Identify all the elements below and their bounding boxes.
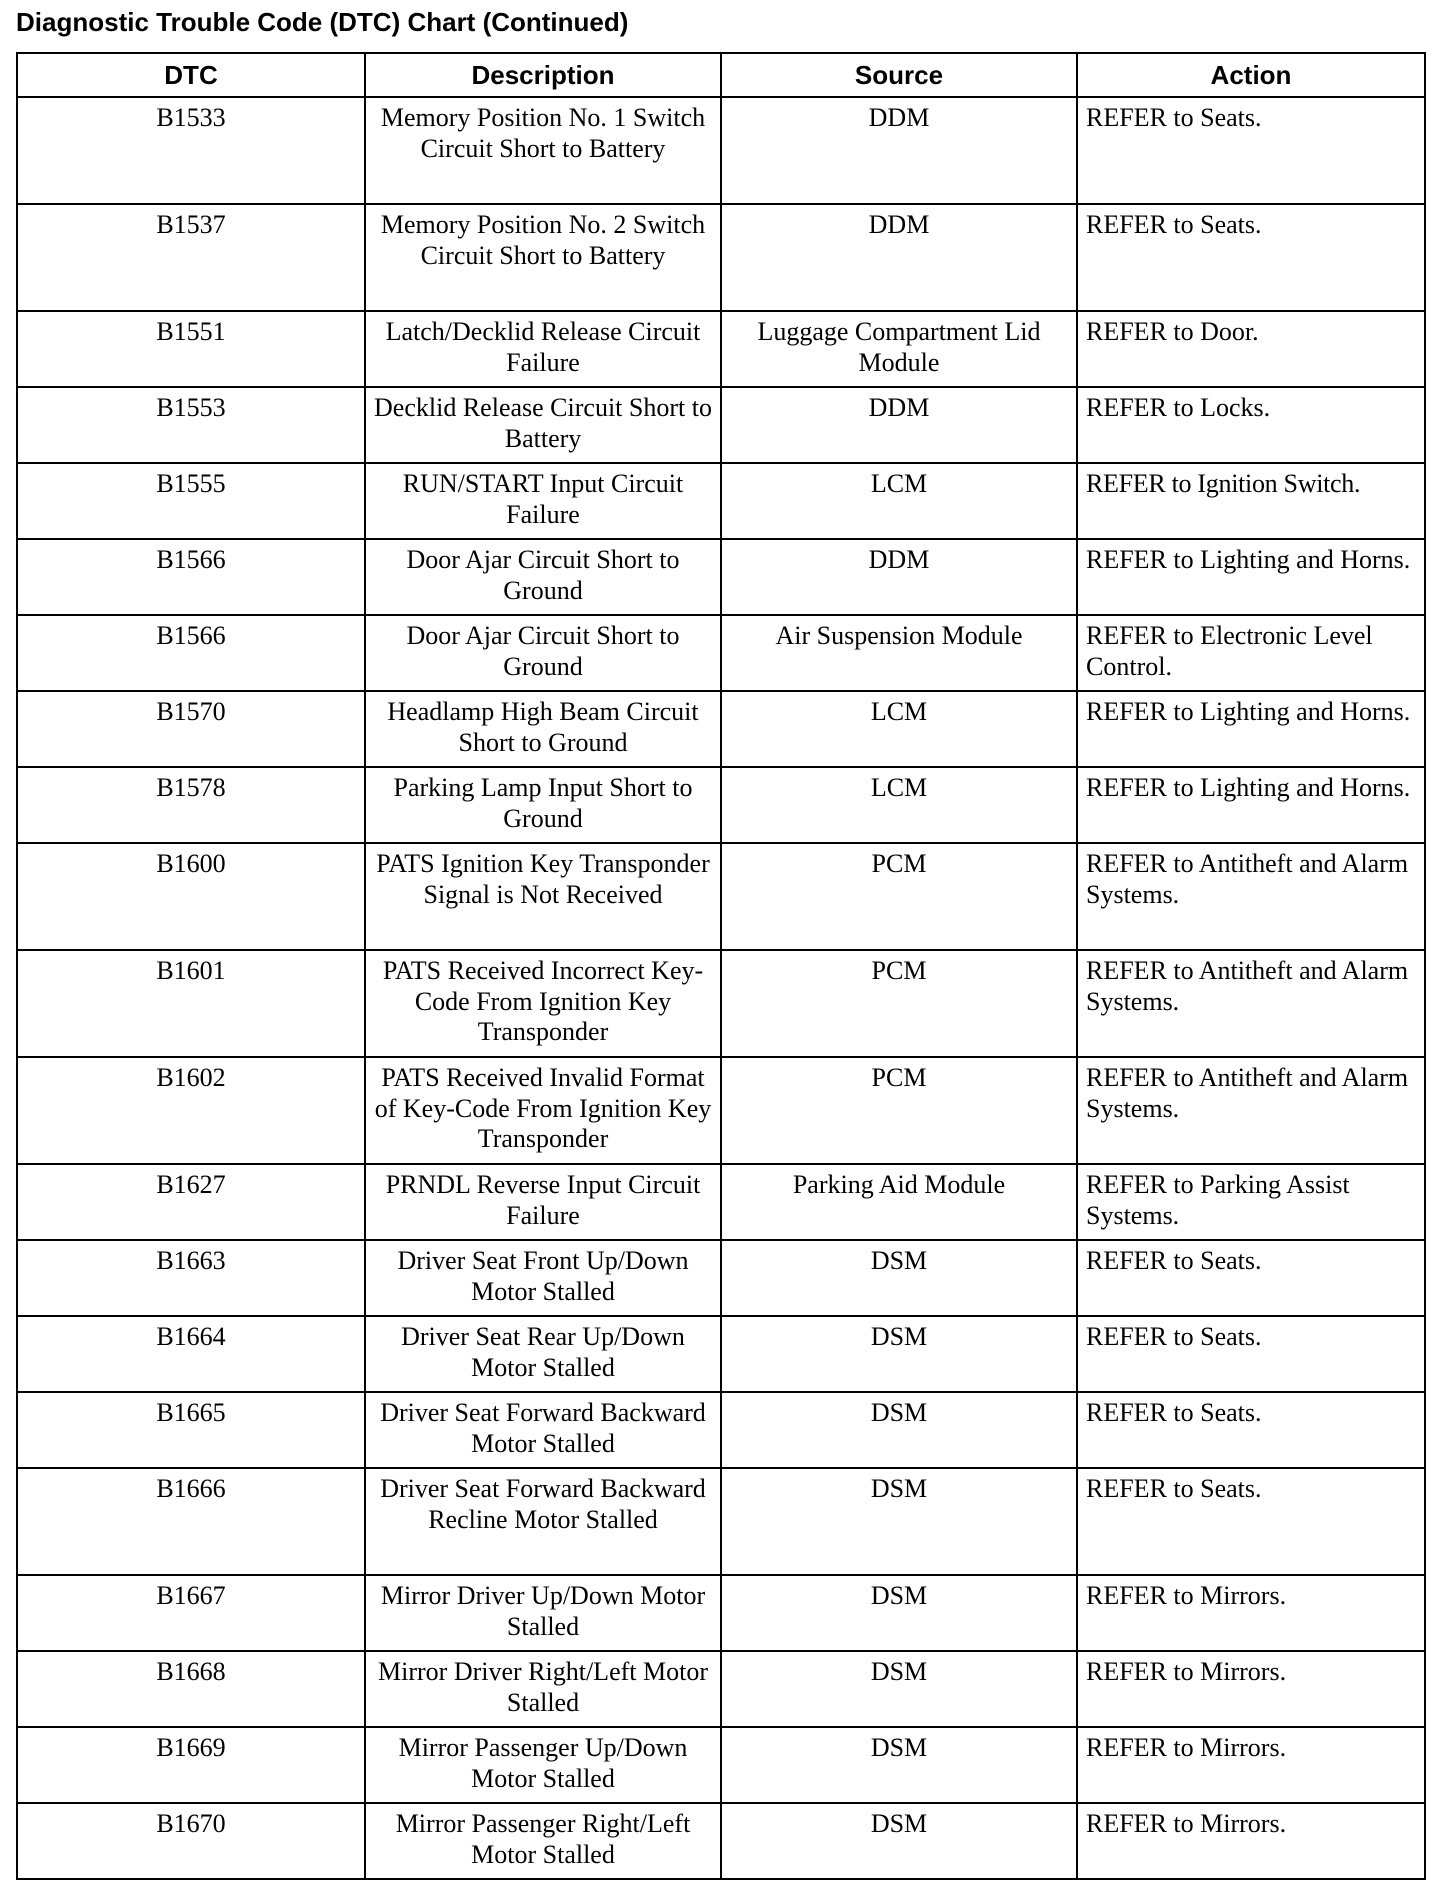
dtc-action: REFER to Electronic Level Control. xyxy=(1077,615,1425,691)
dtc-action: REFER to Seats. xyxy=(1077,1316,1425,1392)
dtc-code: B1566 xyxy=(17,615,365,691)
dtc-source: DSM xyxy=(721,1240,1077,1316)
dtc-description: Mirror Driver Up/Down Motor Stalled xyxy=(365,1575,721,1651)
dtc-action: REFER to Locks. xyxy=(1077,387,1425,463)
dtc-source: Parking Aid Module xyxy=(721,1164,1077,1240)
dtc-source: DDM xyxy=(721,387,1077,463)
dtc-source: Luggage Compartment Lid Module xyxy=(721,311,1077,387)
dtc-action: REFER to Antitheft and Alarm Systems. xyxy=(1077,950,1425,1057)
dtc-source: DSM xyxy=(721,1803,1077,1879)
table-row xyxy=(17,1057,1425,1164)
dtc-code: B1667 xyxy=(17,1575,365,1651)
dtc-source: DDM xyxy=(721,204,1077,311)
dtc-description: Headlamp High Beam Circuit Short to Ground xyxy=(365,691,721,767)
table-row xyxy=(17,691,1425,767)
dtc-source: DSM xyxy=(721,1727,1077,1803)
dtc-description: Memory Position No. 2 Switch Circuit Short to Battery xyxy=(365,204,721,311)
dtc-code: B1666 xyxy=(17,1468,365,1575)
page-title: Diagnostic Trouble Code (DTC) Chart (Continued) xyxy=(16,7,629,37)
dtc-description: Mirror Passenger Up/Down Motor Stalled xyxy=(365,1727,721,1803)
table-row xyxy=(17,1240,1425,1316)
dtc-action: REFER to Ignition Switch. xyxy=(1077,463,1425,539)
dtc-code: B1553 xyxy=(17,387,365,463)
dtc-description: Mirror Driver Right/Left Motor Stalled xyxy=(365,1651,721,1727)
table-row xyxy=(17,539,1425,615)
dtc-code: B1533 xyxy=(17,97,365,204)
header-row xyxy=(17,53,1425,97)
table-row xyxy=(17,615,1425,691)
table-row xyxy=(17,1316,1425,1392)
dtc-code: B1600 xyxy=(17,843,365,950)
column-header-source: Source xyxy=(721,53,1077,97)
table-row xyxy=(17,1392,1425,1468)
table-row xyxy=(17,311,1425,387)
table-row xyxy=(17,843,1425,950)
column-header-dtc: DTC xyxy=(17,53,365,97)
table-row xyxy=(17,463,1425,539)
dtc-description: PATS Ignition Key Transponder Signal is Not Received xyxy=(365,843,721,950)
column-header-action: Action xyxy=(1077,53,1425,97)
table-row xyxy=(17,1651,1425,1727)
dtc-source: PCM xyxy=(721,843,1077,950)
table-row xyxy=(17,1575,1425,1651)
dtc-code: B1566 xyxy=(17,539,365,615)
dtc-code: B1665 xyxy=(17,1392,365,1468)
dtc-source: DSM xyxy=(721,1575,1077,1651)
dtc-description: Latch/Decklid Release Circuit Failure xyxy=(365,311,721,387)
dtc-source: LCM xyxy=(721,463,1077,539)
dtc-description: Driver Seat Rear Up/Down Motor Stalled xyxy=(365,1316,721,1392)
dtc-action: REFER to Mirrors. xyxy=(1077,1575,1425,1651)
table-row xyxy=(17,1468,1425,1575)
dtc-source: LCM xyxy=(721,691,1077,767)
dtc-table xyxy=(16,52,1426,1880)
dtc-source: LCM xyxy=(721,767,1077,843)
dtc-source: PCM xyxy=(721,1057,1077,1164)
dtc-code: B1578 xyxy=(17,767,365,843)
dtc-action: REFER to Mirrors. xyxy=(1077,1727,1425,1803)
dtc-code: B1668 xyxy=(17,1651,365,1727)
dtc-description: PRNDL Reverse Input Circuit Failure xyxy=(365,1164,721,1240)
dtc-source: PCM xyxy=(721,950,1077,1057)
dtc-action: REFER to Seats. xyxy=(1077,1240,1425,1316)
dtc-source: DSM xyxy=(721,1468,1077,1575)
dtc-code: B1669 xyxy=(17,1727,365,1803)
dtc-code: B1627 xyxy=(17,1164,365,1240)
dtc-code: B1664 xyxy=(17,1316,365,1392)
dtc-code: B1555 xyxy=(17,463,365,539)
dtc-description: Memory Position No. 1 Switch Circuit Short to Battery xyxy=(365,97,721,204)
dtc-description: RUN/START Input Circuit Failure xyxy=(365,463,721,539)
dtc-description: Parking Lamp Input Short to Ground xyxy=(365,767,721,843)
dtc-source: Air Suspension Module xyxy=(721,615,1077,691)
dtc-source: DSM xyxy=(721,1316,1077,1392)
dtc-source: DSM xyxy=(721,1392,1077,1468)
dtc-action: REFER to Seats. xyxy=(1077,97,1425,204)
dtc-code: B1601 xyxy=(17,950,365,1057)
dtc-action: REFER to Door. xyxy=(1077,311,1425,387)
dtc-description: Door Ajar Circuit Short to Ground xyxy=(365,539,721,615)
dtc-action: REFER to Mirrors. xyxy=(1077,1651,1425,1727)
column-header-description: Description xyxy=(365,53,721,97)
dtc-action: REFER to Antitheft and Alarm Systems. xyxy=(1077,1057,1425,1164)
dtc-action: REFER to Lighting and Horns. xyxy=(1077,691,1425,767)
table-row xyxy=(17,767,1425,843)
dtc-description: Decklid Release Circuit Short to Battery xyxy=(365,387,721,463)
dtc-source: DDM xyxy=(721,539,1077,615)
table-row xyxy=(17,204,1425,311)
table-row xyxy=(17,387,1425,463)
dtc-description: Driver Seat Forward Backward Recline Motor Stalled xyxy=(365,1468,721,1575)
dtc-action: REFER to Seats. xyxy=(1077,1468,1425,1575)
table-row xyxy=(17,97,1425,204)
table-row xyxy=(17,1727,1425,1803)
dtc-action: REFER to Lighting and Horns. xyxy=(1077,767,1425,843)
dtc-action: REFER to Mirrors. xyxy=(1077,1803,1425,1879)
dtc-action: REFER to Parking Assist Systems. xyxy=(1077,1164,1425,1240)
dtc-code: B1670 xyxy=(17,1803,365,1879)
dtc-description: Mirror Passenger Right/Left Motor Stalled xyxy=(365,1803,721,1879)
table-row xyxy=(17,1164,1425,1240)
dtc-description: Driver Seat Front Up/Down Motor Stalled xyxy=(365,1240,721,1316)
dtc-code: B1537 xyxy=(17,204,365,311)
dtc-action: REFER to Lighting and Horns. xyxy=(1077,539,1425,615)
dtc-code: B1551 xyxy=(17,311,365,387)
dtc-action: REFER to Seats. xyxy=(1077,1392,1425,1468)
dtc-action: REFER to Antitheft and Alarm Systems. xyxy=(1077,843,1425,950)
dtc-description: PATS Received Incorrect Key-Code From Ignition Key Transponder xyxy=(365,950,721,1057)
dtc-source: DSM xyxy=(721,1651,1077,1727)
dtc-source: DDM xyxy=(721,97,1077,204)
dtc-description: Door Ajar Circuit Short to Ground xyxy=(365,615,721,691)
dtc-code: B1602 xyxy=(17,1057,365,1164)
dtc-code: B1663 xyxy=(17,1240,365,1316)
dtc-description: Driver Seat Forward Backward Motor Stalled xyxy=(365,1392,721,1468)
dtc-code: B1570 xyxy=(17,691,365,767)
table-row xyxy=(17,950,1425,1057)
dtc-description: PATS Received Invalid Format of Key-Code From Ignition Key Transponder xyxy=(365,1057,721,1164)
table-row xyxy=(17,1803,1425,1879)
dtc-action: REFER to Seats. xyxy=(1077,204,1425,311)
